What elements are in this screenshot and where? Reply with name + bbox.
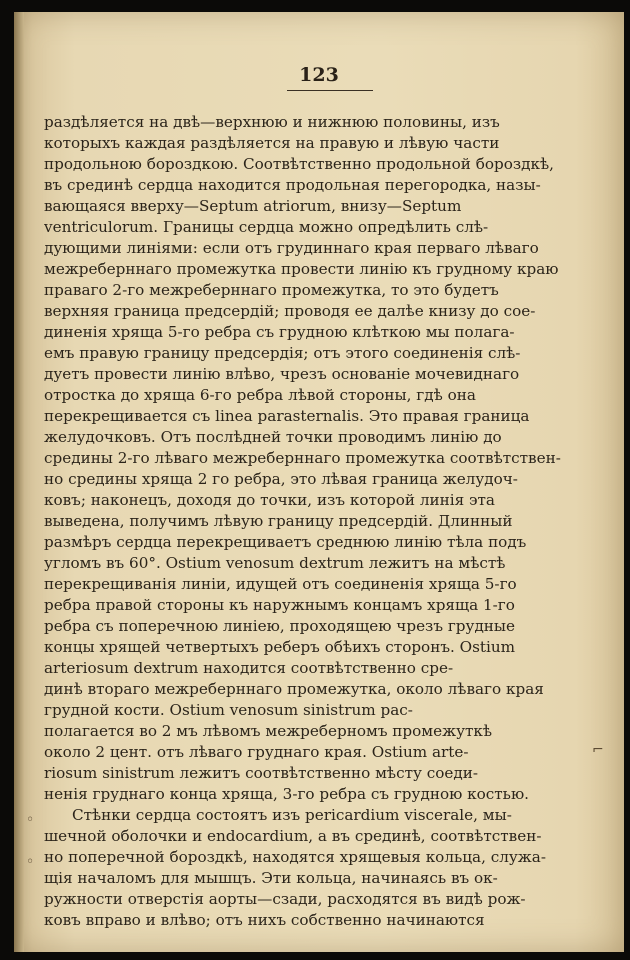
text-line: выведена, получимъ лѣвую границу предсердій. Длинный [44, 512, 513, 530]
text-line: ребра правой стороны къ наружнымъ концамъ хряща 1-го [44, 596, 515, 614]
book-page [14, 12, 624, 952]
text-line: въ срединѣ сердца находится продольная перегородка, назы- [44, 176, 541, 194]
text-line: около 2 цент. отъ лѣваго груднаго края. Ostium arte- [44, 743, 469, 761]
text-line: ковъ; наконецъ, доходя до точки, изъ которой линія эта [44, 491, 495, 509]
text-line: ненія груднаго конца хряща, 3-го ребра съ грудною костью. [44, 785, 529, 803]
text-line: но средины хряща 2 го ребра, это лѣвая граница желудоч- [44, 470, 518, 488]
text-line: riosum sinistrum лежитъ соотвѣтственно мѣсту соеди- [44, 764, 479, 782]
margin-mark-left: ◦ [26, 812, 35, 828]
text-line: дующими линіями: если отъ грудиннаго края перваго лѣваго [44, 239, 539, 257]
text-line: продольною бороздкою. Соотвѣтственно продольной бороздкѣ, [44, 155, 554, 173]
text-line: желудочковъ. Отъ послѣдней точки проводимъ линію до [44, 428, 502, 446]
page-number-rule [287, 90, 373, 91]
text-line: верхняя граница предсердій; проводя ее далѣе книзу до сое- [44, 302, 536, 320]
text-line: угломъ въ 60°. Ostium venosum dextrum лежитъ на мѣстѣ [44, 554, 506, 572]
page-binding-edge [14, 12, 24, 952]
text-line: ventriculorum. Границы сердца можно опредѣлить слѣ- [44, 218, 489, 236]
margin-mark-right: ⌐ [592, 742, 604, 758]
text-line: размѣръ сердца перекрещиваетъ среднюю линію тѣла подъ [44, 533, 527, 551]
text-line: отростка до хряща 6-го ребра лѣвой стороны, гдѣ она [44, 386, 476, 404]
body-text [44, 112, 592, 931]
text-line: ружности отверстія аорты—сзади, расходятся въ видѣ рож- [44, 890, 526, 908]
text-line: но поперечной бороздкѣ, находятся хрящевыя кольца, служа- [44, 848, 546, 866]
margin-mark-left: ◦ [26, 854, 35, 870]
text-line: концы хрящей четвертыхъ реберъ обѣихъ сторонъ. Ostium [44, 638, 516, 656]
page-number: 123 [299, 64, 339, 86]
text-line: праваго 2-го межреберннаго промежутка, то это будетъ [44, 281, 499, 299]
text-line: динѣ втораго межреберннаго промежутка, около лѣваго края [44, 680, 544, 698]
text-line: ребра съ поперечною линіею, проходящею чрезъ грудные [44, 617, 515, 635]
text-line: которыхъ каждая раздѣляется на правую и лѣвую части [44, 134, 500, 152]
text-line: межреберннаго промежутка провести линію къ грудному краю [44, 260, 559, 278]
text-line: ковъ вправо и влѣво; отъ нихъ собственно начинаются [44, 911, 485, 929]
text-line: раздѣляется на двѣ—верхнюю и нижнюю половины, изъ [44, 113, 500, 131]
text-line: arteriosum dextrum находится соотвѣтственно сре- [44, 659, 454, 677]
text-line: вающаяся вверху—Septum atriorum, внизу—Septum [44, 197, 462, 215]
text-line: полагается во 2 мъ лѣвомъ межреберномъ промежуткѣ [44, 722, 493, 740]
text-line: диненія хряща 5-го ребра съ грудною клѣткою мы полага- [44, 323, 515, 341]
text-line: грудной кости. Ostium venosum sinistrum рас- [44, 701, 413, 719]
text-line: шечной оболочки и endocardium, а въ срединѣ, соотвѣтствен- [44, 827, 542, 845]
text-line: перекрещивается съ linea parasternalis. Это правая граница [44, 407, 530, 425]
text-line: средины 2-го лѣваго межреберннаго промежутка соотвѣтствен- [44, 449, 561, 467]
text-line: щія началомъ для мышцъ. Эти кольца, начинаясь въ ок- [44, 869, 498, 887]
text-line: дуетъ провести линію влѣво, чрезъ основаніе мочевиднаго [44, 365, 520, 383]
text-line: емъ правую границу предсердія; отъ этого соединенія слѣ- [44, 344, 521, 362]
text-line: Стѣнки сердца состоятъ изъ pericardium viscerale, мы- [72, 806, 512, 824]
text-line: перекрещиванія линіи, идущей отъ соединенія хряща 5-го [44, 575, 517, 593]
